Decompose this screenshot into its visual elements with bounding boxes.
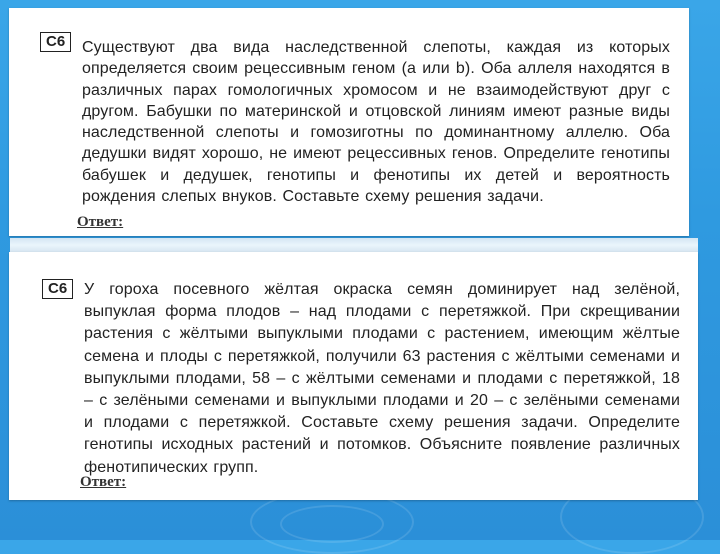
water-ripple	[280, 505, 384, 543]
task-text: У гороха посевного жёлтая окраска семян доминирует над зелёной, выпуклая форма плодов – над плодами с перетяжкой. При скрещивании растения с жёлтыми выпуклыми плодами с растением, имеющим жёлтые семена и плоды с перетяжкой, получили 63 растения с жёлтыми семенами и выпуклыми плодами, 58 – с жёлтыми семенами и плодами с перетяжкой, 18 – с зелёными семенами и выпуклыми плодами и 20 – с зелёными семенами и плодами с перетяжкой. Составьте схему решения задачи. Определите генотипы исходных растений и потомков. Объясните появление различных фенотипических групп.	[84, 281, 680, 476]
task-card-2	[9, 252, 698, 500]
task-text: Существуют два вида наследственной слепоты, каждая из которых определяется своим рецессивным геном (а или b). Оба аллеля находятся в различных парах гомологичных хромосом и не взаимодействуют друг с другом. Бабушки по материнской и отцовской линиям имеют разные виды наследственной слепоты и гомозиготны по доминантному аллелю. Оба дедушки видят хорошо, не имеют рецессивных генов. Определите генотипы бабушек и дедушек, генотипы и фенотипы их детей и вероятность рождения слепых внуков. Составьте схему решения задачи.	[82, 39, 670, 206]
scan-strip-divider	[10, 238, 698, 252]
answer-label: Ответ:	[80, 474, 127, 490]
task-card-1	[9, 8, 689, 236]
answer-label: Ответ:	[77, 214, 124, 230]
task-number-label: С6	[42, 279, 73, 299]
task-number-label: С6	[40, 32, 71, 52]
